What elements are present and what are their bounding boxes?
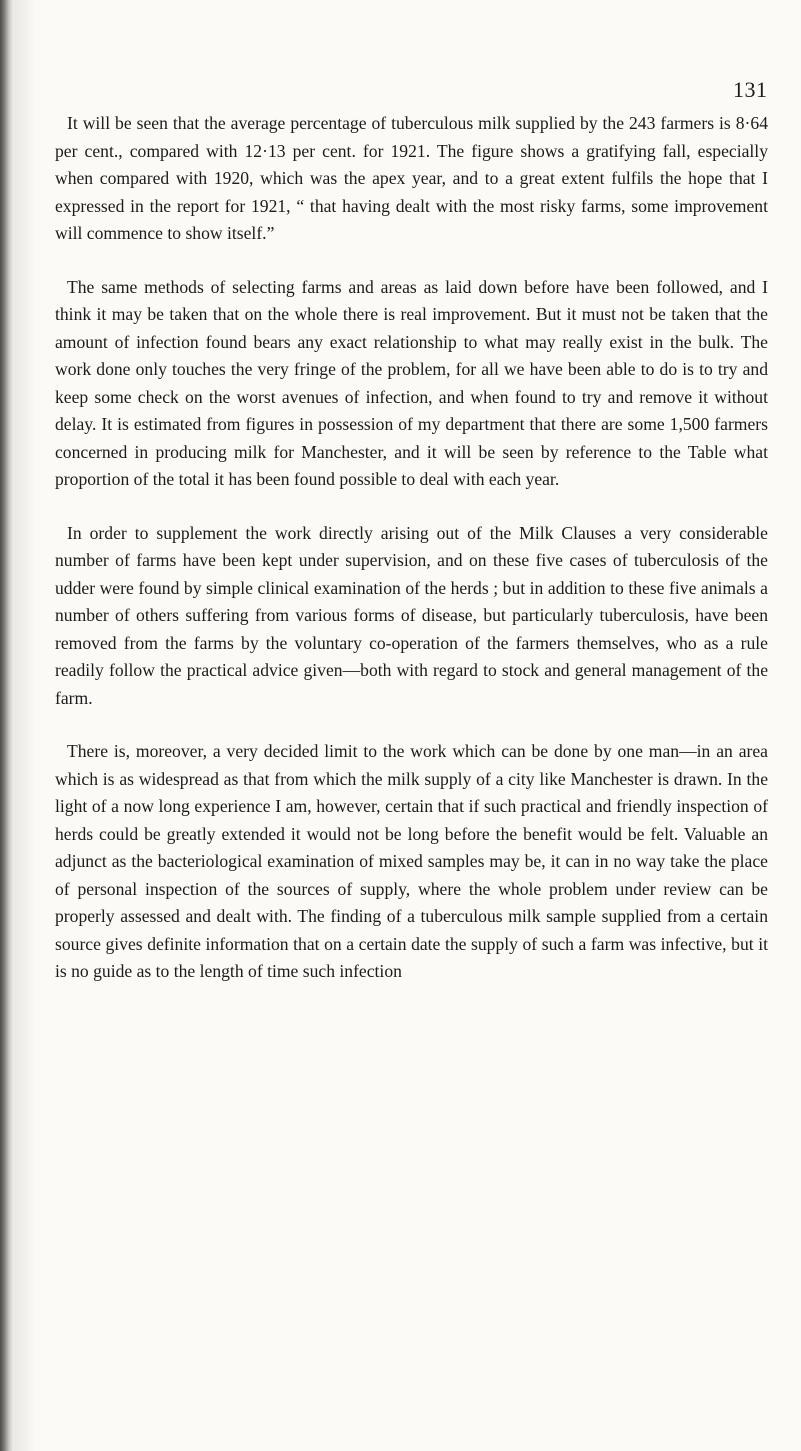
page-binding-edge bbox=[0, 0, 14, 1451]
page-binding-shadow bbox=[14, 0, 36, 1451]
paragraph-selection-methods: The same methods of selecting farms and areas as laid down before have been followed, and I think it may be taken that on the whole there is real improvement. But it must not be taken that the amount of infection found bears any exact relationship to what may really exist in the bulk. The work done only touches the very fringe of the problem, for all we have been able to do is to try and keep some check on the worst avenues of infection, and when found to try and remove it without delay. It is estimated from figures in possession of my department that there are some 1,500 farmers concerned in producing milk for Manchester, and it will be seen by reference to the Table what proportion of the total it has been found possible to deal with each year. bbox=[55, 276, 768, 489]
paragraph-tuberculous-milk-percentage: It will be seen that the average percentage of tuberculous milk supplied by the 243 farmers is 8·64 per cent., compared with 12·13 per cent. for 1921. The figure shows a gratifying fall, especially when compared with 1920, which was the apex year, and to a great extent fulfils the hope that I expressed in the report for 1921, “ that having dealt with the most risky farms, some improvement will commence to show itself.” bbox=[55, 113, 768, 243]
page-number: 131 bbox=[733, 77, 768, 102]
body-text bbox=[55, 110, 768, 986]
paragraph-farm-supervision: In order to supplement the work directly arising out of the Milk Clauses a very considerable number of farms have been kept under supervision, and on these five cases of tuberculosis of the udder were found by simple clinical examination of the herds ; but in addition to these five animals a number of others suffering from various forms of disease, but particularly tuberculosis, have been removed from the farms by the voluntary co-operation of the farmers themselves, who as a rule readily follow the practical advice given—both with regard to stock and general management of the farm. bbox=[55, 522, 768, 708]
paragraph-inspection-limits: There is, moreover, a very decided limit to the work which can be done by one man—in an area which is as widespread as that from which the milk supply of a city like Manchester is drawn. In the light of a now long experience I am, however, certain that if such practical and friendly inspection of herds could be greatly extended it would not be long before the benefit would be felt. Valuable an adjunct as the bacteriological examination of mixed samples may be, it can in no way take the place of personal inspection of the sources of supply, where the whole problem under review can be properly assessed and dealt with. The finding of a tuberculous milk sample supplied from a certain source gives definite information that on a certain date the supply of such a farm was infective, but it is no guide as to the length of time such infection bbox=[55, 741, 768, 981]
